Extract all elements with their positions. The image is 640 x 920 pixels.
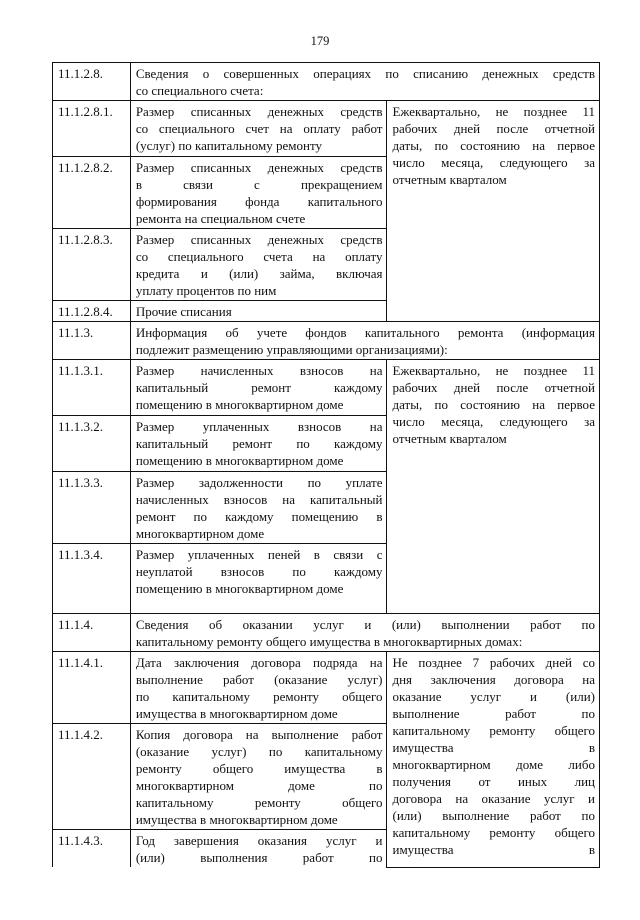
item-number: 11.1.2.8.4. [53,301,131,322]
period-line: число месяца, следующего за [392,414,595,429]
period-line: получения от иных лиц [392,774,595,789]
description-line: уплату процентов по ним [135,283,277,298]
description-line: со специального счет на оплату работ [135,121,383,136]
item-number: 11.1.4.3. [53,830,131,868]
table-row [53,63,600,101]
description-line: (или) выполнения работ по [135,850,383,865]
description-line: капитальному ремонту общего [135,795,383,810]
description-line: капитальный ремонт каждому [135,380,383,395]
description-line: Прочие списания [135,304,232,319]
description-line: помещению в многоквартирном доме [135,581,344,596]
period-line: имущества в [392,740,595,755]
description-line: ремонту общего имущества в [135,761,383,776]
period-line: дня заключения договора на [392,672,595,687]
description-line: Размер уплаченных пеней в связи с [135,547,383,562]
period-line: отчетным кварталом [392,172,507,187]
description-line: в связи с прекращением [135,177,383,192]
description-line: Год завершения оказания услуг и [135,833,383,848]
item-number: 11.1.2.8.1. [53,101,131,157]
description-line: Сведения о совершенных операциях по списанию денежных средств [135,66,595,81]
period-line: даты, по состоянию на первое [392,138,595,153]
period-line: даты, по состоянию на первое [392,397,595,412]
item-description [130,724,387,830]
description-line: Размер списанных денежных средств [135,160,383,175]
description-line: со специального счета на оплату [135,249,383,264]
page-number: 179 [310,34,330,48]
item-description [130,101,387,157]
description-line: многоквартирном доме по [135,778,383,793]
item-number: 11.1.4.2. [53,724,131,830]
description-line: ремонт по каждому помещению в [135,509,383,524]
description-line: Размер уплаченных взносов на [135,419,383,434]
period-line: многоквартирном доме либо [392,757,595,772]
period-line: договора на оказание услуг и [392,791,595,806]
item-number: 11.1.3.1. [53,360,131,416]
period-line: Ежеквартально, не позднее 11 [392,104,595,119]
item-description [130,652,387,724]
item-number: 11.1.3. [53,322,131,360]
description-line: капитальному ремонту общего имущества в многоквартирных домах: [135,634,523,649]
description-line: подлежит размещению управляющими организациями): [135,342,448,357]
item-number: 11.1.4.1. [53,652,131,724]
period-line: (или) выполнение работ по [392,808,595,823]
item-number: 11.1.3.2. [53,416,131,472]
item-description [130,830,387,868]
description-line: имущества в многоквартирном доме [135,812,338,827]
item-description [130,301,387,322]
table-row [53,360,600,416]
period-line: рабочих дней после отчетной [392,121,595,136]
description-line: Сведения об оказании услуг и (или) выполнении работ по [135,617,595,632]
table-row [53,652,600,724]
period-line: рабочих дней после отчетной [392,380,595,395]
table-row [53,614,600,652]
period-line: выполнение работ по [392,706,595,721]
description-line: Размер списанных денежных средств [135,232,383,247]
description-line: Размер задолженности по уплате [135,475,383,490]
description-line: формирования фонда капитального [135,194,383,209]
item-description [130,416,387,472]
period-line: Ежеквартально, не позднее 11 [392,363,595,378]
description-line: по капитальному ремонту общего [135,689,383,704]
period-line: число месяца, следующего за [392,155,595,170]
publication-period [387,652,600,868]
description-line: выполнение работ (оказание услуг) [135,672,383,687]
description-line: (услуг) по капитальному ремонту [135,138,322,153]
publication-period [387,360,600,614]
item-number: 11.1.2.8. [53,63,131,101]
item-description [130,472,387,544]
item-number: 11.1.4. [53,614,131,652]
item-number: 11.1.3.3. [53,472,131,544]
disclosure-table [52,62,600,868]
description-line: Информация об учете фондов капитального ремонта (информация [135,325,595,340]
item-description [130,614,599,652]
description-line: Размер начисленных взносов на [135,363,383,378]
description-line: со специального счета: [135,83,264,98]
description-line: ремонта на специальном счете [135,211,306,226]
period-line: имущества в [392,842,595,857]
period-line: капитальному ремонту общего [392,825,595,840]
item-number: 11.1.2.8.3. [53,229,131,301]
description-line: имущества в многоквартирном доме [135,706,338,721]
description-line: начисленных взносов на капитальный [135,492,383,507]
item-description [130,544,387,614]
description-line: Размер списанных денежных средств [135,104,383,119]
period-line: отчетным кварталом [392,431,507,446]
publication-period [387,101,600,322]
period-line: оказание услуг и (или) [392,689,595,704]
description-line: неуплатой взносов по каждому [135,564,383,579]
item-number: 11.1.2.8.2. [53,157,131,229]
table-row [53,322,600,360]
item-number: 11.1.3.4. [53,544,131,614]
description-line: кредита и (или) займа, включая [135,266,383,281]
description-line: помещению в многоквартирном доме [135,397,344,412]
item-description [130,229,387,301]
item-description [130,157,387,229]
item-description [130,360,387,416]
table-row [53,101,600,157]
period-line: капитальному ремонту общего [392,723,595,738]
item-description [130,322,599,360]
item-description [130,63,599,101]
description-line: (оказание услуг) по капитальному [135,744,383,759]
description-line: многоквартирном доме [135,526,265,541]
description-line: Дата заключения договора подряда на [135,655,383,670]
description-line: помещению в многоквартирном доме [135,453,344,468]
description-line: Копия договора на выполнение работ [135,727,383,742]
description-line: капитальный ремонт по каждому [135,436,383,451]
period-line: Не позднее 7 рабочих дней со [392,655,595,670]
